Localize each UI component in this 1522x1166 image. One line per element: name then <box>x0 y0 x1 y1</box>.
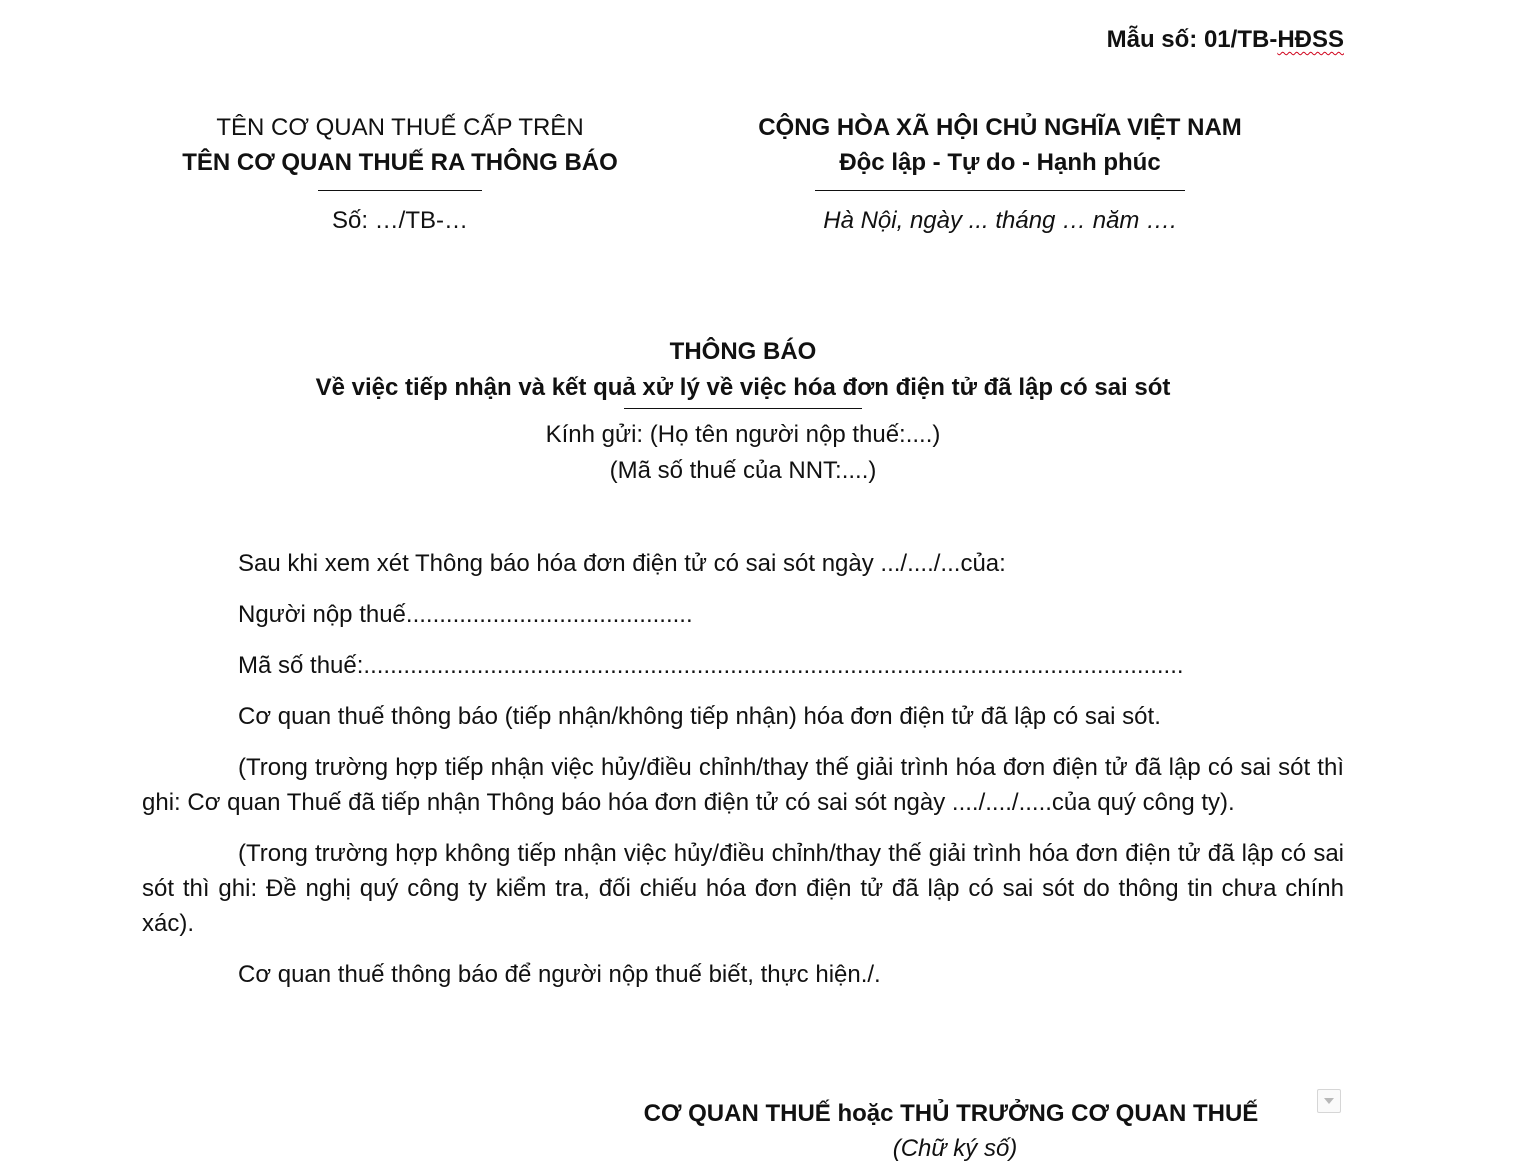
notice-subject: Về việc tiếp nhận và kết quả xử lý về việc hóa đơn điện tử đã lập có sai sót <box>315 374 1171 401</box>
notice-heading: THÔNG BÁO <box>669 338 817 365</box>
issuing-agency-name: TÊN CƠ QUAN THUẾ RA THÔNG BÁO <box>182 149 618 176</box>
agency-divider <box>318 190 482 191</box>
national-header <box>700 110 1300 238</box>
signature-note: (Chữ ký số) <box>892 1135 1018 1162</box>
document-number: Số: …/TB-… <box>331 207 469 234</box>
agency-header <box>140 110 660 238</box>
body-paragraph-intro: Sau khi xem xét Thông báo hóa đơn điện tử có sai sót ngày .../..../...của: <box>238 550 1006 577</box>
recipient-name-line: Kính gửi: (Họ tên người nộp thuế:....) <box>545 421 941 448</box>
body-paragraph-rejected-case: (Trong trường hợp không tiếp nhận việc hủy/điều chỉnh/thay thế giải trình hóa đơn điện tử đã lập có sai sót thì ghi: Đề nghị quý công ty kiểm tra, đối chiếu hóa đơn điện tử đã lập có sai sót do thông tin chưa chính xác). <box>142 840 1344 937</box>
recipient-tax-code-line: (Mã số thuế của NNT:....) <box>609 457 877 484</box>
form-code <box>1107 26 1344 54</box>
signing-authority: CƠ QUAN THUẾ hoặc THỦ TRƯỞNG CƠ QUAN THUẾ <box>643 1100 1259 1127</box>
body-paragraph-decision: Cơ quan thuế thông báo (tiếp nhận/không tiếp nhận) hóa đơn điện tử đã lập có sai sót. <box>238 703 1161 730</box>
body-paragraph-tax-code: Mã số thuế:........................................................................................................................... <box>238 652 1184 679</box>
options-dropdown-button[interactable] <box>1317 1089 1341 1113</box>
notice-title-block <box>140 334 1346 489</box>
body-paragraph-taxpayer: Người nộp thuế........................................... <box>238 601 693 628</box>
title-divider <box>624 408 862 409</box>
superior-agency-name: TÊN CƠ QUAN THUẾ CẤP TRÊN <box>216 114 584 141</box>
signature-block <box>560 1096 1350 1166</box>
form-code-prefix: Mẫu số: 01/TB- <box>1106 26 1278 53</box>
body-paragraph-closing: Cơ quan thuế thông báo để người nộp thuế biết, thực hiện./. <box>238 961 881 988</box>
chevron-down-icon <box>1324 1098 1334 1104</box>
national-motto: Độc lập - Tự do - Hạnh phúc <box>839 149 1161 176</box>
motto-divider <box>815 190 1185 191</box>
body-paragraph-accepted-case: (Trong trường hợp tiếp nhận việc hủy/điều chỉnh/thay thế giải trình hóa đơn điện tử đã lập có sai sót thì ghi: Cơ quan Thuế đã tiếp nhận Thông báo hóa đơn điện tử có sai sót ngày ..../..../.....của quý công ty). <box>142 754 1344 816</box>
form-code-suffix: HĐSS <box>1277 26 1344 53</box>
notice-body <box>142 546 1344 1008</box>
place-date: Hà Nội, ngày ... tháng … năm …. <box>823 207 1177 234</box>
country-name: CỘNG HÒA XÃ HỘI CHỦ NGHĨA VIỆT NAM <box>758 114 1242 141</box>
